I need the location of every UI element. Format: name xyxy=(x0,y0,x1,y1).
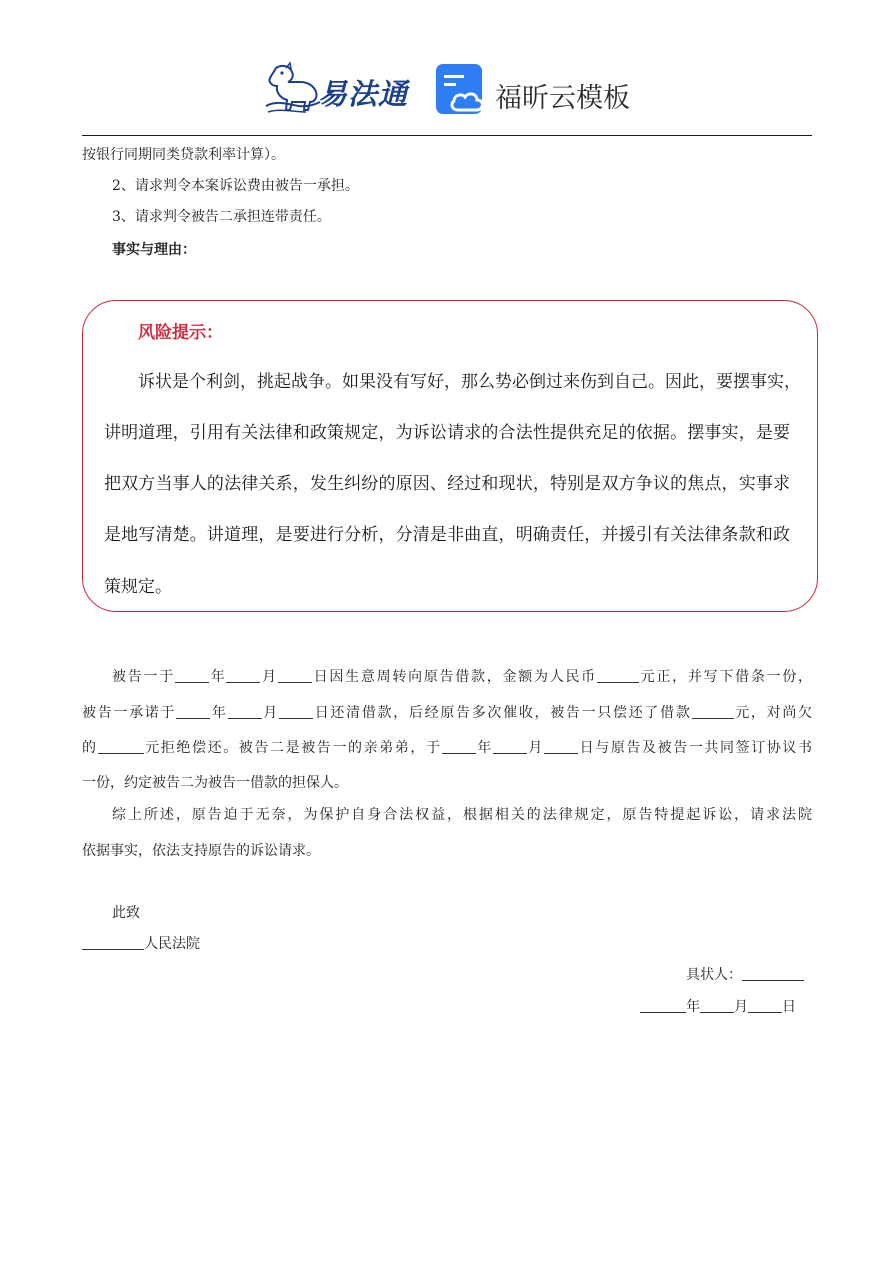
date-line: 年 月 日 xyxy=(640,998,796,1016)
facts-paragraph-line: 被告一承诺于 年 月 日还清借款，后经原告多次催收，被告一只偿还了借款 元，对尚欠 xyxy=(82,705,813,721)
risk-notice-line: 把双方当事人的法律关系，发生纠纷的原因、经过和现状，特别是双方争议的焦点，实事求 xyxy=(104,474,790,494)
blank-field xyxy=(692,704,734,719)
header-logos xyxy=(0,58,893,122)
signer-line: 具状人： xyxy=(686,966,804,984)
horse-icon xyxy=(262,60,322,120)
facts-paragraph-line: 被告一于 年 月 日因生意周转向原告借款，金额为人民币 元正，并写下借条一份， xyxy=(112,669,813,685)
blank-field xyxy=(742,966,804,981)
blank-field xyxy=(493,739,527,754)
summary-paragraph-line: 依据事实，依法支持原告的诉讼请求。 xyxy=(82,843,320,859)
blank-field xyxy=(175,668,209,683)
cloud-document-icon xyxy=(436,64,488,116)
facts-paragraph-line: 的 元拒绝偿还。被告二是被告一的亲弟弟，于 年 月 日与原告及被告一共同签订协议书 xyxy=(82,740,813,756)
blank-field xyxy=(544,739,578,754)
blank-field xyxy=(700,998,734,1013)
blank-field xyxy=(176,704,210,719)
claim-continuation: 按银行同期同类贷款利率计算）。 xyxy=(82,147,285,163)
blank-field xyxy=(442,739,476,754)
blank-field xyxy=(278,668,312,683)
blank-field xyxy=(226,668,260,683)
blank-field xyxy=(597,668,639,683)
risk-notice-line: 讲明道理，引用有关法律和政策规定，为诉讼请求的合法性提供充足的依据。摆事实，是要 xyxy=(104,423,790,443)
summary-paragraph-line: 综上所述，原告迫于无奈，为保护自身合法权益，根据相关的法律规定，原告特提起诉讼，请求法院 xyxy=(112,807,812,823)
foxit-cloud-template-logo xyxy=(436,64,636,118)
foxit-wordmark: 福昕云模板 xyxy=(495,83,630,114)
yifatong-wordmark: 易法通 xyxy=(318,77,409,111)
court-line: 人民法院 xyxy=(82,935,200,953)
blank-field xyxy=(748,998,782,1013)
claim-item-3: 3、请求判令被告二承担连带责任。 xyxy=(112,209,331,225)
risk-notice-title: 风险提示： xyxy=(138,323,223,343)
blank-field xyxy=(228,704,262,719)
claim-item-2: 2、请求判令本案诉讼费由被告一承担。 xyxy=(112,178,359,194)
blank-field xyxy=(640,998,686,1013)
facts-heading: 事实与理由： xyxy=(112,242,196,258)
header-divider xyxy=(82,135,812,136)
risk-notice-line: 策规定。 xyxy=(104,577,172,597)
risk-notice-line: 是地写清楚。讲道理，是要进行分析，分清是非曲直，明确责任，并援引有关法律条款和政 xyxy=(104,525,790,545)
blank-field xyxy=(82,935,144,950)
blank-field xyxy=(98,739,144,754)
risk-notice-box xyxy=(82,300,818,612)
blank-field xyxy=(279,704,313,719)
salutation: 此致 xyxy=(112,905,140,921)
facts-paragraph-line: 一份，约定被告二为被告一借款的担保人。 xyxy=(82,775,348,791)
yifatong-logo xyxy=(262,60,414,120)
risk-notice-line: 诉状是个利剑，挑起战争。如果没有写好，那么势必倒过来伤到自己。因此，要摆事实， xyxy=(138,372,801,392)
